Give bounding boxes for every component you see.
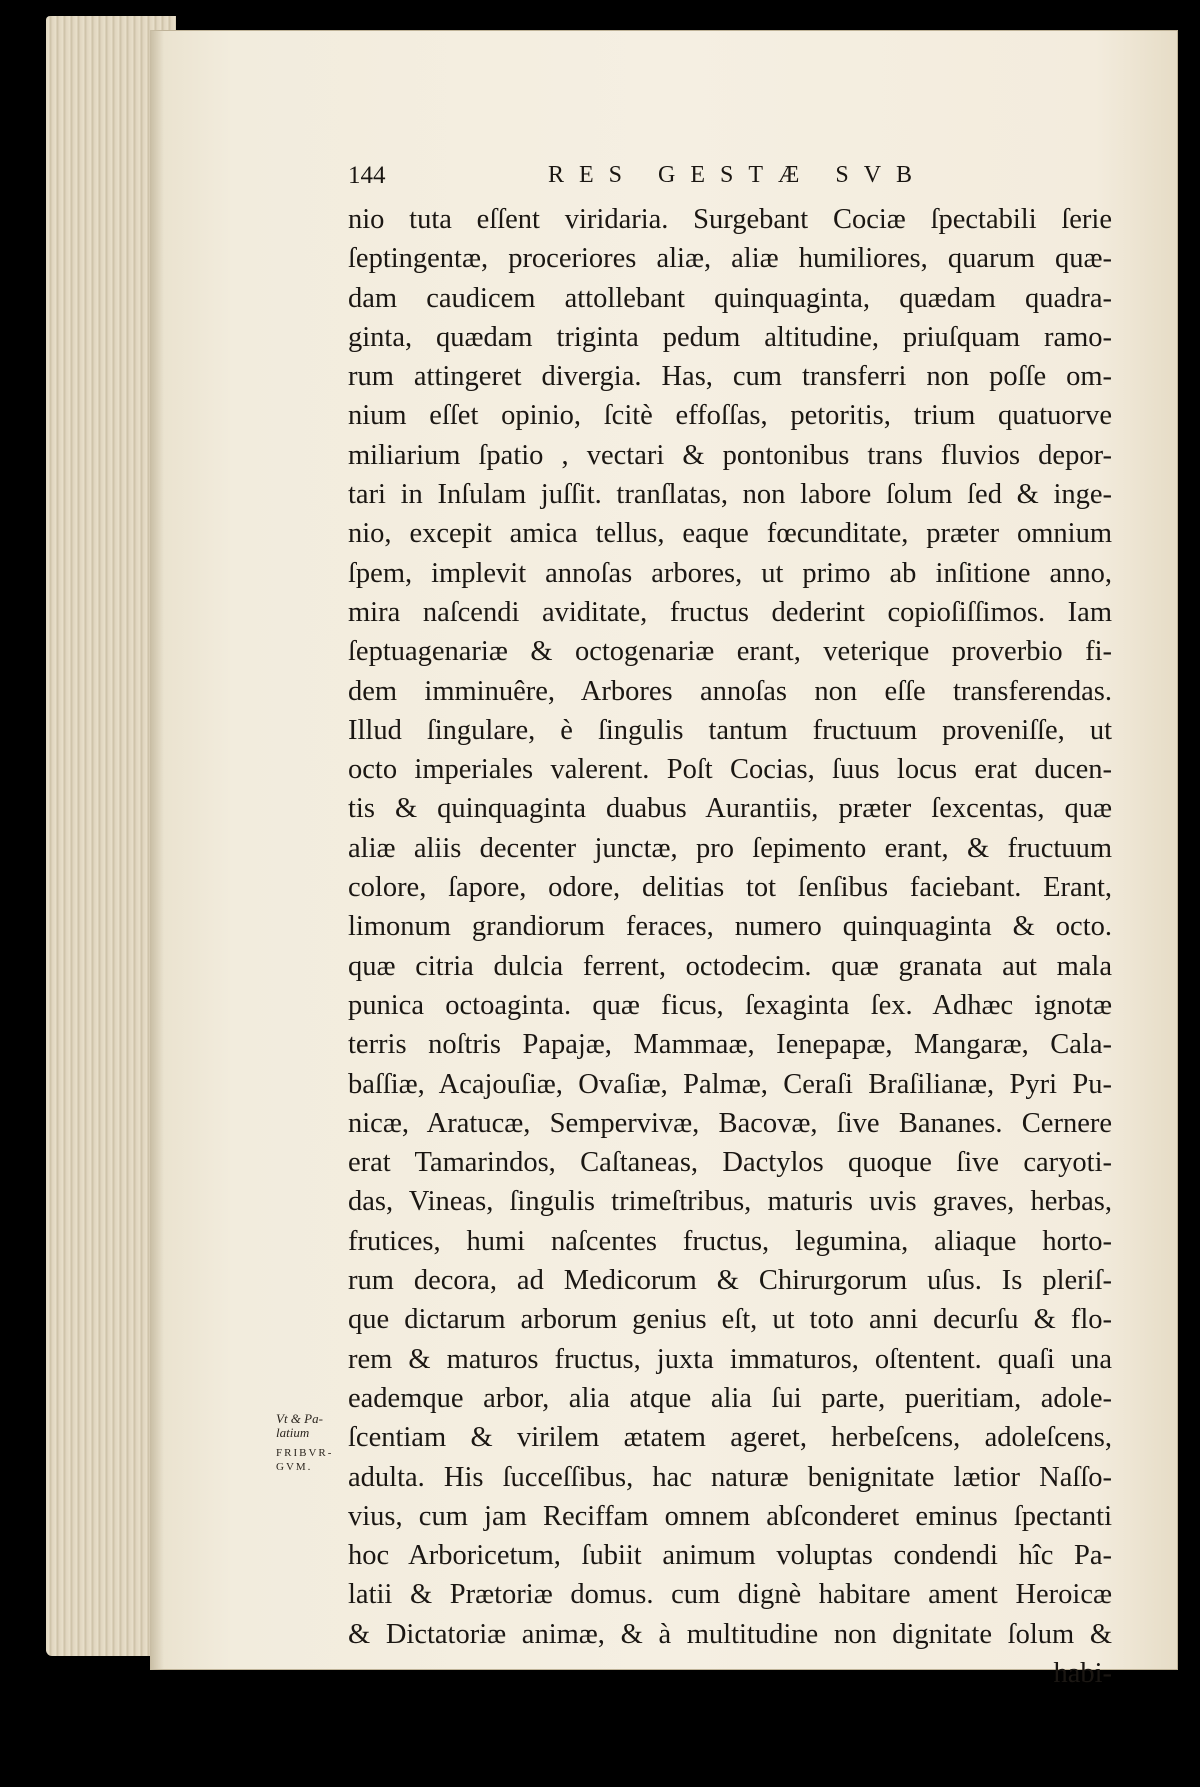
catchword: habi- xyxy=(1053,1657,1112,1689)
page-gutter-shadow xyxy=(150,30,164,1670)
text-line: hoc Arboricetum, ſubiit animum voluptas condendi hîc Pa- xyxy=(348,1540,1112,1572)
text-line: ſcentiam & virilem ætatem ageret, herbeſcens, adoleſcens, xyxy=(348,1422,1112,1454)
margin-note-italic: Vt & Pa- latium xyxy=(276,1411,323,1440)
text-line: mira naſcendi aviditate, fructus dederint copioſiſſimos. Iam xyxy=(348,596,1112,628)
text-line: latii & Prætoriæ domus. cum dignè habitare ament Heroicæ xyxy=(348,1579,1112,1611)
page-number: 144 xyxy=(348,162,386,189)
text-line: que dictarum arborum genius eſt, ut toto anni decurſu & flo- xyxy=(348,1304,1112,1336)
margin-note xyxy=(276,1412,346,1474)
text-line: quæ citria dulcia ferrent, octodecim. quæ granata aut mala xyxy=(348,950,1112,982)
text-line: baſſiæ, Acajouſiæ, Ovaſiæ, Palmæ, Ceraſi Braſilianæ, Pyri Pu- xyxy=(348,1068,1112,1100)
text-line: adulta. His ſucceſſibus, hac naturæ benignitate lætior Naſſo- xyxy=(348,1461,1112,1493)
text-line: limonum grandiorum feraces, numero quinquaginta & octo. xyxy=(348,911,1112,943)
text-line: ſeptingentæ, proceriores aliæ, aliæ humiliores, quarum quæ- xyxy=(348,243,1112,275)
text-line: dem imminuêre, Arbores annoſas non eſſe transferendas. xyxy=(348,675,1112,707)
margin-note-caps: FRIBVR- GVM. xyxy=(276,1447,334,1473)
text-line: punica octoaginta. quæ ficus, ſexaginta ſex. Adhæc ignotæ xyxy=(348,989,1112,1021)
text-line: Illud ſingulare, è ſingulis tantum fructuum proveniſſe, ut xyxy=(348,714,1112,746)
text-line: colore, ſapore, odore, delitias tot ſenſibus faciebant. Erant, xyxy=(348,872,1112,904)
text-line: octo imperiales valerent. Poſt Cocias, ſuus locus erat ducen- xyxy=(348,754,1112,786)
text-line: tis & quinquaginta duabus Aurantiis, præter ſexcentas, quæ xyxy=(348,793,1112,825)
text-line: nio tuta eſſent viridaria. Surgebant Cociæ ſpectabili ſerie xyxy=(348,204,1112,235)
text-line: nicæ, Aratucæ, Sempervivæ, Bacovæ, ſive Bananes. Cernere xyxy=(348,1107,1112,1139)
text-line: aliæ aliis decenter junctæ, pro ſepimento erant, & fructuum xyxy=(348,832,1112,864)
text-line: ſpem, implevit annoſas arbores, ut primo ab inſitione anno, xyxy=(348,557,1112,589)
text-line: nio, excepit amica tellus, eaque fœcunditate, præter omnium xyxy=(348,518,1112,550)
text-line: vius, cum jam Reciffam omnem abſconderet eminus ſpectanti xyxy=(348,1500,1112,1532)
text-line: ſeptuagenariæ & octogenariæ erant, veterique proverbio fi- xyxy=(348,636,1112,668)
text-line: frutices, humi naſcentes fructus, legumina, aliaque horto- xyxy=(348,1225,1112,1257)
text-line: terris noſtris Papajæ, Mammaæ, Ienepapæ, Mangaræ, Cala- xyxy=(348,1029,1112,1061)
text-line: tari in Inſulam juſſit. tranſlatas, non labore ſolum ſed & inge- xyxy=(348,479,1112,511)
running-head: RES GESTÆ SVB xyxy=(548,162,928,188)
text-line: ginta, quædam triginta pedum altitudine, priuſquam ramo- xyxy=(348,321,1112,353)
text-line: dam caudicem attollebant quinquaginta, quædam quadra- xyxy=(348,282,1112,314)
text-line: & Dictatoriæ animæ, & à multitudine non dignitate ſolum & xyxy=(348,1618,1112,1650)
text-line: erat Tamarindos, Caſtaneas, Dactylos quoque ſive caryoti- xyxy=(348,1147,1112,1179)
text-line: rum decora, ad Medicorum & Chirurgorum uſus. Is pleriſ- xyxy=(348,1265,1112,1297)
text-line: miliarium ſpatio , vectari & pontonibus trans fluvios depor- xyxy=(348,439,1112,471)
text-line: nium eſſet opinio, ſcitè effoſſas, petoritis, trium quatuorve xyxy=(348,400,1112,432)
text-line: rem & maturos fructus, juxta immaturos, oſtentent. quaſi una xyxy=(348,1343,1112,1375)
text-line: eademque arbor, alia atque alia ſui parte, pueritiam, adole- xyxy=(348,1382,1112,1414)
text-line: rum attingeret divergia. Has, cum transferri non poſſe om- xyxy=(348,361,1112,393)
text-line: das, Vineas, ſingulis trimeſtribus, maturis uvis graves, herbas, xyxy=(348,1186,1112,1218)
page-header xyxy=(348,162,1120,198)
body-text xyxy=(348,200,1112,1693)
